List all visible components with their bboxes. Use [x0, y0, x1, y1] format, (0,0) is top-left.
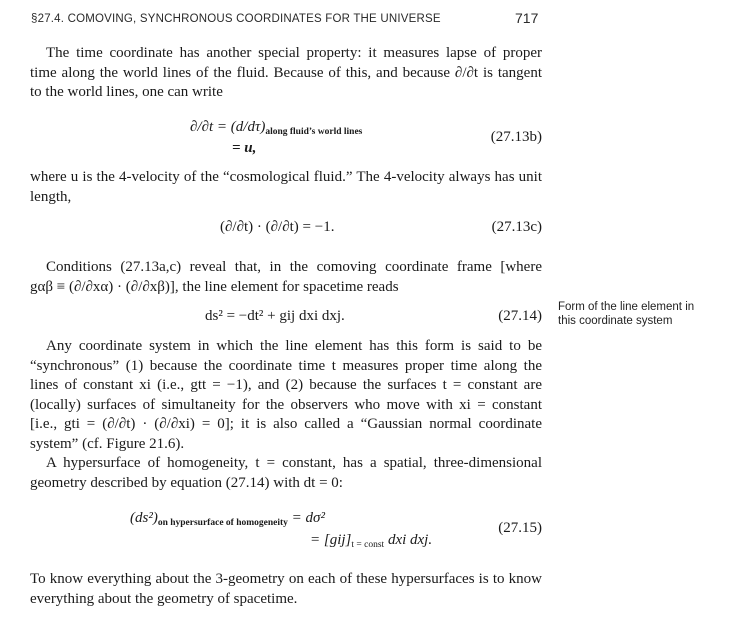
equation-27-13c: (∂/∂t) · (∂/∂t) = −1. [220, 219, 335, 235]
running-head: §27.4. COMOVING, SYNCHRONOUS COORDINATES FOR THE UNIVERSE [31, 13, 441, 25]
equation-number-27-15: (27.15) [498, 520, 542, 536]
margin-note-line: Form of the line element in [558, 301, 695, 313]
margin-note-line: this coordinate system [558, 315, 673, 327]
eq-subscript: t = const [351, 540, 385, 550]
text-line: to the world lines, one can write [30, 84, 223, 101]
text-line: To know everything about the 3-geometry on each of these hypersurfaces is to know [30, 571, 542, 587]
eq-lhs: (ds²) [130, 510, 158, 526]
text-line: A hypersurface of homogeneity, t = constant, has a spatial, three-dimensional [46, 455, 542, 471]
text-line: Conditions (27.13a,c) reveal that, in the comoving coordinate frame [where [46, 259, 542, 275]
equation-number-27-13b: (27.13b) [490, 129, 542, 145]
eq-rhs: = dσ² [291, 510, 325, 526]
paragraph-3 [30, 258, 542, 297]
text-line: where u is the 4-velocity of the “cosmological fluid.” The 4-velocity always has unit [30, 169, 542, 185]
eq-rest: dxi dxj. [387, 532, 433, 548]
text-line: length, [30, 188, 72, 205]
paragraph-4 [30, 337, 542, 455]
text-line: system” (cf. Figure 21.6). [30, 435, 185, 452]
text-line: “synchronous” (1) because the coordinate time t measures proper time along the [30, 357, 542, 374]
text-line: everything about the geometry of spacetime. [30, 590, 298, 607]
equation-27-15-line-1 [130, 510, 325, 528]
paragraph-1 [30, 44, 542, 103]
paragraph-2 [30, 168, 542, 207]
equation-27-15-line-2 [310, 532, 432, 550]
text-line: time along the world lines of the fluid. Because of this, and because ∂/∂t is tangent [30, 64, 542, 81]
text-line: gαβ ≡ (∂/∂xα) · (∂/∂xβ)], the line element for spacetime reads [30, 278, 399, 295]
eq-bracket: = [gij] [310, 532, 352, 548]
text-line: (locally) surfaces of simultaneity for the observers who move with xi = constant [30, 396, 542, 413]
eq-rhs: = u, [232, 140, 257, 156]
margin-note [558, 300, 728, 328]
text-line: lines of constant xi (i.e., gtt = −1), and (2) because the surfaces t = constant are [30, 377, 542, 394]
equation-27-13b-line-2 [232, 140, 256, 157]
text-line: geometry described by equation (27.14) with dt = 0: [30, 474, 343, 491]
eq-subscript: on hypersurface of homogeneity [157, 518, 288, 528]
equation-27-13b-line-1 [190, 119, 362, 137]
text-line: [i.e., gti = (∂/∂t) · (∂/∂xi) = 0]; it is also called a “Gaussian normal coordinate [30, 416, 542, 433]
eq-subscript: along fluid’s world lines [265, 127, 363, 137]
text-line: Any coordinate system in which the line element has this form is said to be [46, 338, 542, 354]
equation-number-27-14: (27.14) [498, 308, 542, 324]
eq-lhs: ∂/∂t = (d/dτ) [190, 119, 266, 135]
paragraph-6 [30, 570, 542, 609]
paragraph-5 [30, 454, 542, 493]
equation-number-27-13c: (27.13c) [491, 219, 542, 235]
equation-27-14: ds² = −dt² + gij dxi dxj. [205, 308, 345, 324]
text-line: The time coordinate has another special property: it measures lapse of proper [46, 45, 542, 61]
page-number: 717 [515, 10, 539, 26]
